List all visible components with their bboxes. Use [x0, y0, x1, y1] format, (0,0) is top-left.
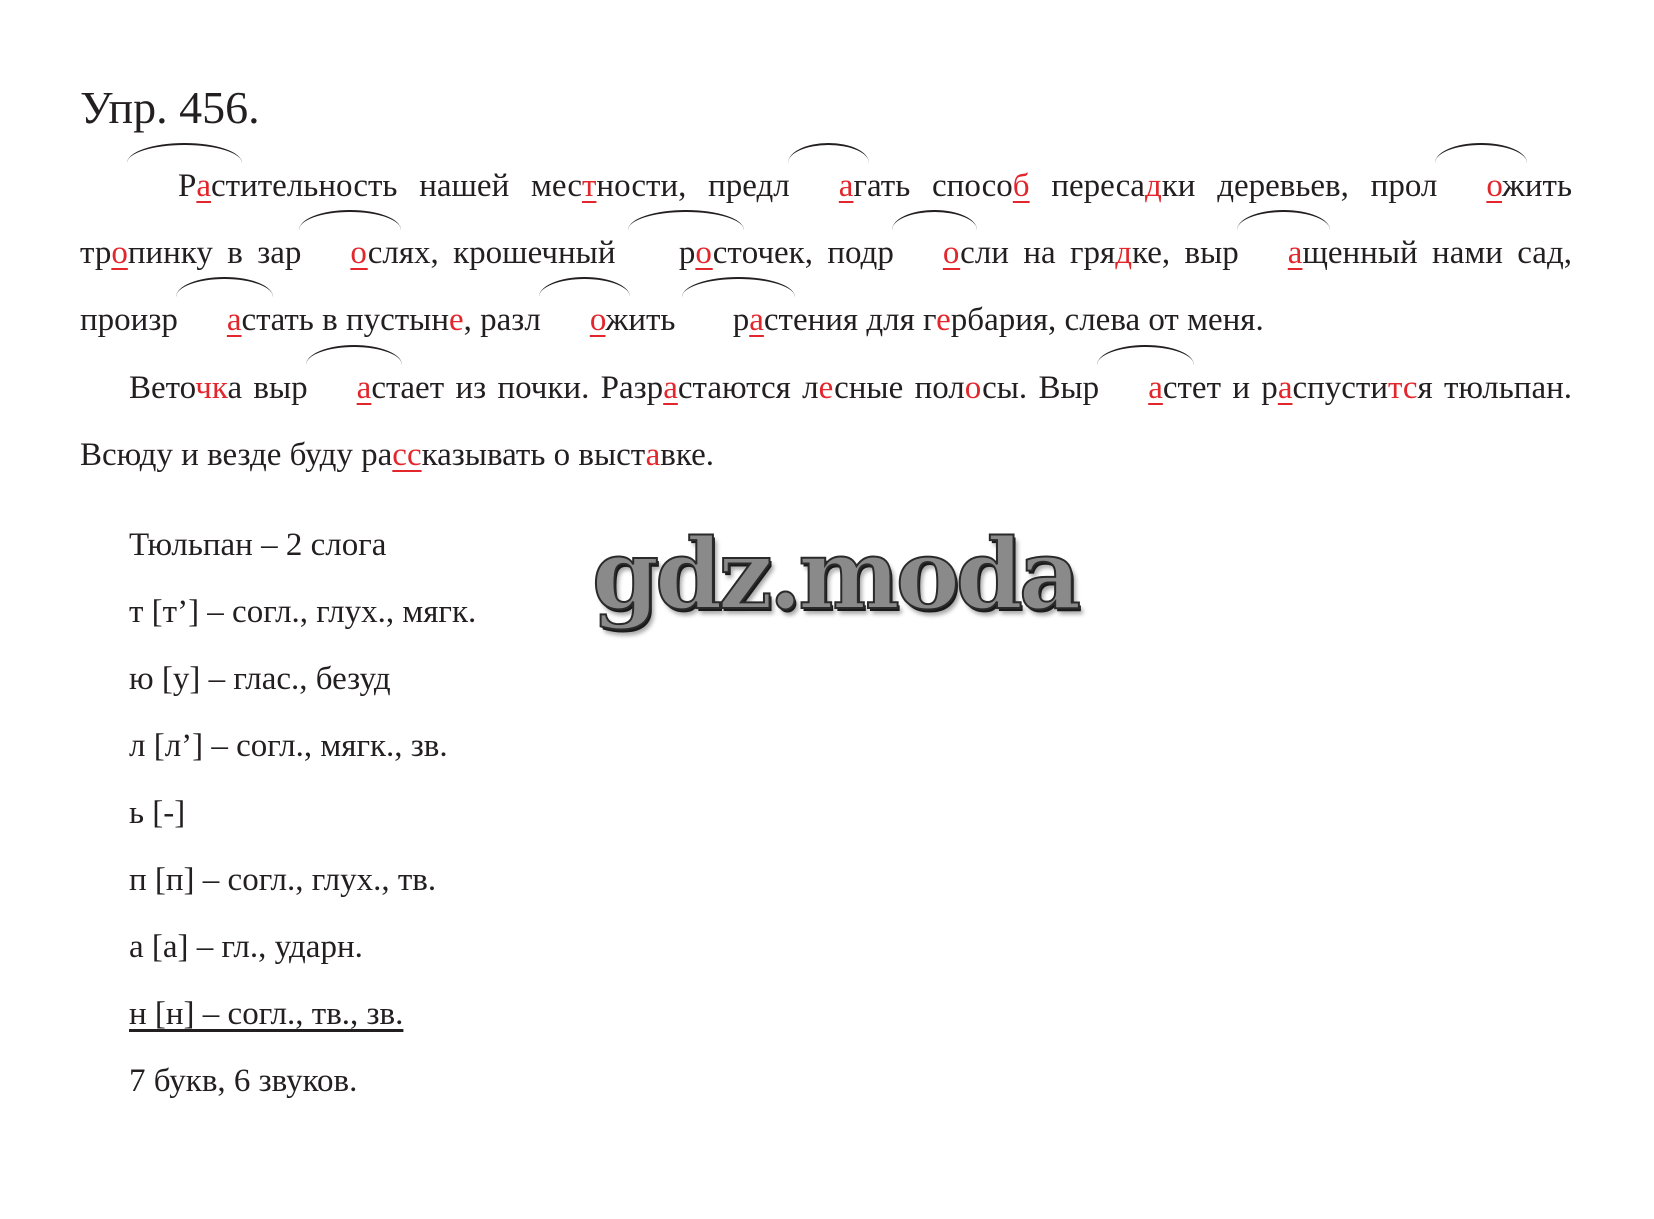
root-arc: [684, 287, 793, 354]
paragraph-1: [80, 153, 1572, 354]
watermark-logo: gdz.moda: [592, 518, 1078, 631]
root-arc: [894, 220, 975, 287]
text-run: ать в пустын: [270, 302, 449, 338]
text-run: ж: [1502, 168, 1525, 204]
root-arc: [1239, 220, 1328, 287]
text-run: ки деревьев, прол: [1161, 168, 1438, 204]
phonetic-analysis: [129, 512, 476, 1115]
text-run: ст: [763, 302, 793, 338]
text-run: ст: [241, 302, 271, 338]
text-run: ст: [371, 370, 401, 406]
text-run: спусти: [1292, 370, 1389, 406]
text-run: Вето: [129, 370, 196, 406]
analysis-line: [129, 981, 476, 1048]
text-run: пинку в зар: [127, 235, 302, 271]
text-run: очек, подр: [741, 235, 894, 271]
text-run: , разл: [463, 302, 541, 338]
text-run: ет и р: [1191, 370, 1278, 406]
root-arc: [301, 220, 398, 287]
marked-letter: о: [942, 235, 961, 271]
root-arc: [178, 287, 271, 354]
marked-letter: о: [111, 235, 128, 271]
text-run: ях, крошечный: [398, 235, 630, 271]
text-run: р: [732, 302, 750, 338]
text-run: ения для г: [792, 302, 937, 338]
text-run: вке.: [660, 437, 714, 473]
marked-letter: сс: [392, 437, 422, 473]
marked-letter: а: [1287, 235, 1303, 271]
analysis-line: а [а] – гл., ударн.: [129, 929, 363, 965]
marked-letter: д: [1115, 235, 1133, 271]
analysis-summary: 7 букв, 6 звуков.: [129, 1063, 358, 1099]
root-arc: [129, 153, 240, 220]
analysis-line: л [л’] – согл., мягк., зв.: [129, 728, 448, 764]
text-run: сные пол: [834, 370, 965, 406]
marked-letter: тс: [1388, 370, 1418, 406]
text-run: р: [678, 235, 696, 271]
marked-letter: а: [749, 302, 764, 338]
text-run: г: [853, 168, 867, 204]
text-run: ить: [628, 302, 684, 338]
marked-letter: е: [936, 302, 951, 338]
marked-letter: д: [1144, 168, 1162, 204]
text-run: ить тр: [80, 168, 1572, 271]
text-run: сл: [367, 235, 399, 271]
marked-letter: а: [663, 370, 678, 406]
marked-letter: а: [1148, 370, 1163, 406]
root-arc: [790, 153, 867, 220]
text-run: ке, выр: [1132, 235, 1239, 271]
marked-letter: а: [1277, 370, 1293, 406]
marked-letter: чк: [195, 370, 228, 406]
analysis-line: ь [-]: [129, 795, 186, 831]
marked-letter: а: [226, 302, 242, 338]
text-run: пересa: [1029, 168, 1145, 204]
text-run: ли на гря: [974, 235, 1116, 271]
text-run: казывать о выст: [421, 437, 646, 473]
text-run: стаются л: [677, 370, 819, 406]
text-run: ст: [1162, 370, 1192, 406]
analysis-line: ю [у] – глас., безуд: [129, 661, 391, 697]
marked-letter: о: [589, 302, 606, 338]
marked-letter: т: [582, 168, 597, 204]
exercise-title: Упр. 456.: [80, 82, 260, 133]
text-run: ности, предл: [596, 168, 790, 204]
marked-letter: е: [449, 302, 464, 338]
text-run: ать спосо: [866, 168, 1013, 204]
text-run: сы. Выр: [982, 370, 1100, 406]
marked-letter: а: [838, 168, 854, 204]
text-run: енный нами сад, произр: [80, 235, 1572, 338]
marked-letter: а: [645, 437, 661, 473]
analysis-line: п [п] – согл., глух., тв.: [129, 862, 437, 898]
root-arc: [1437, 153, 1525, 220]
text-run: ж: [605, 302, 629, 338]
analysis-line-underlined: н [н] – согл., тв., зв.: [129, 996, 404, 1032]
text-run: я тюльпан. Всюду и везде буду ра: [80, 370, 1572, 473]
marked-letter: о: [695, 235, 713, 271]
text-run: ает из почки. Разр: [400, 370, 664, 406]
text-run: с: [960, 235, 975, 271]
marked-letter: о: [350, 235, 368, 271]
marked-letter: о: [964, 370, 983, 406]
root-arc: [308, 355, 401, 422]
analysis-line: т [т’] – согл., глух., мягк.: [129, 594, 477, 630]
marked-letter: о: [1486, 168, 1503, 204]
marked-letter: е: [818, 370, 835, 406]
text-run: рбария, слева от меня.: [950, 302, 1264, 338]
root-arc: [1099, 355, 1192, 422]
marked-letter: а: [196, 168, 212, 204]
marked-letter: а: [356, 370, 372, 406]
text-run: щ: [1302, 235, 1328, 271]
marked-letter: б: [1012, 168, 1030, 204]
text-run: а выр: [227, 370, 308, 406]
paragraph-2: [80, 355, 1572, 489]
text-run: ст: [211, 168, 241, 204]
root-arc: [541, 287, 629, 354]
text-run: Р: [178, 168, 197, 204]
analysis-line: Тюльпан – 2 слога: [129, 527, 387, 563]
text-run: ст: [712, 235, 742, 271]
text-run: ительность нашей мес: [240, 168, 582, 204]
